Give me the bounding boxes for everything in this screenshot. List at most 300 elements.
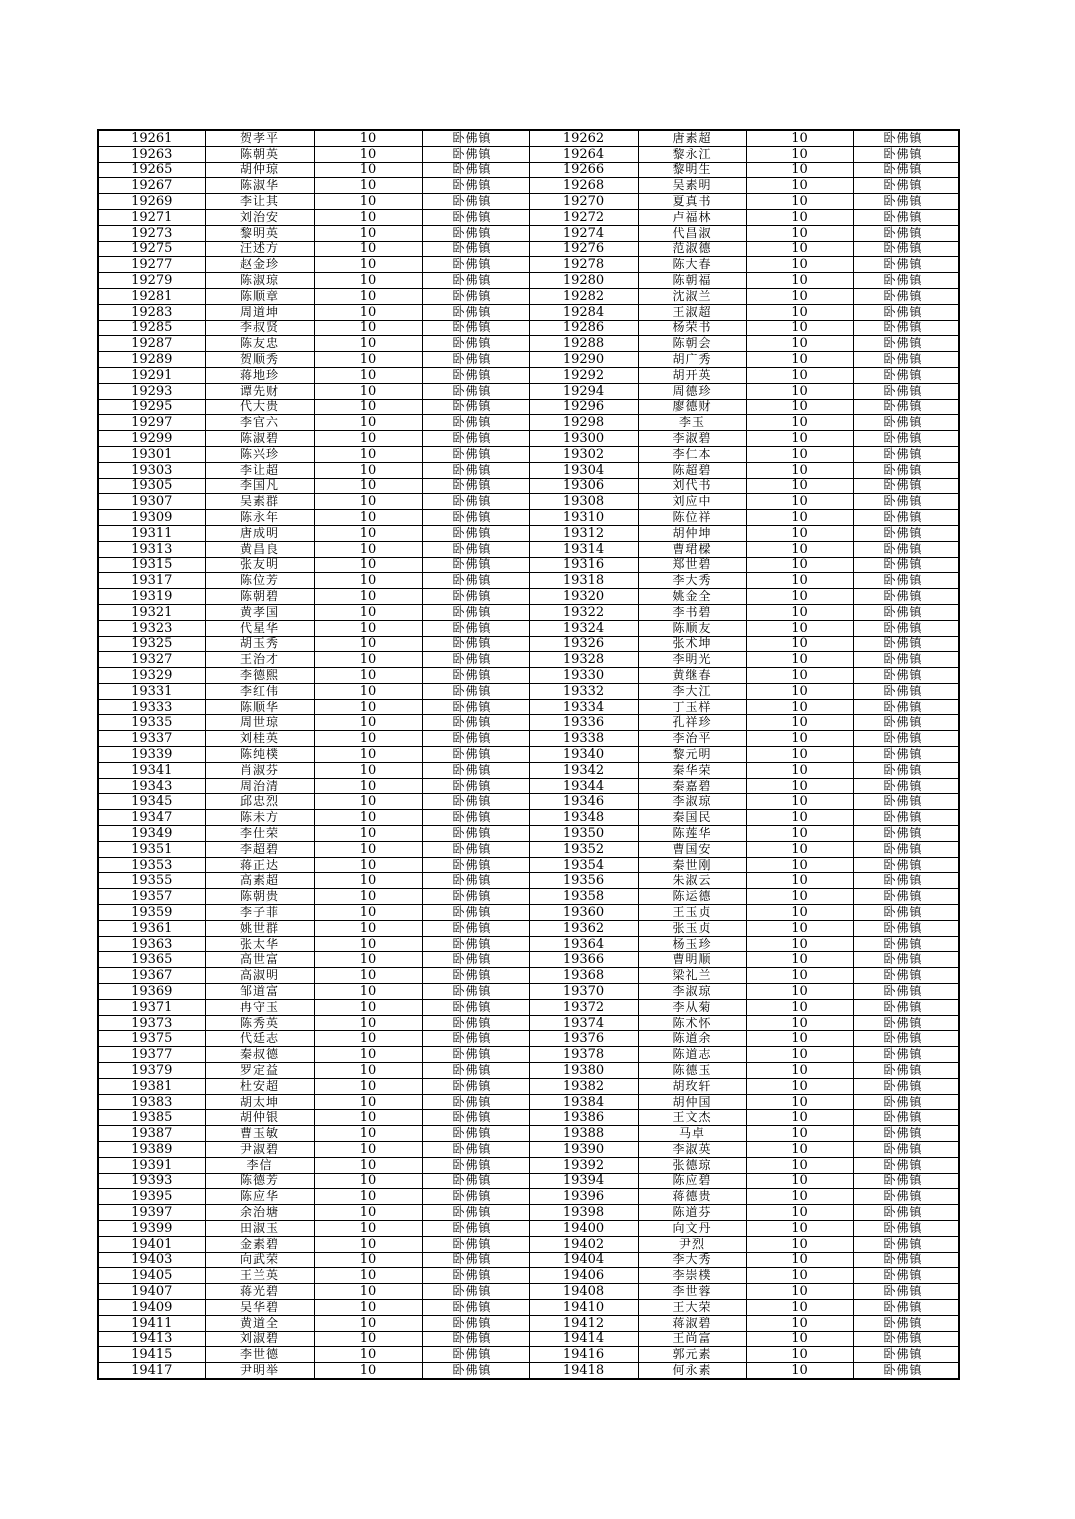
amount-cell: 10 [314,999,422,1015]
name-cell: 罗定益 [205,1063,314,1079]
town-cell: 卧佛镇 [422,747,529,763]
name-cell: 廖德财 [638,399,746,415]
town-cell: 卧佛镇 [853,1268,959,1284]
amount-cell: 10 [746,415,853,431]
record-id-cell: 19398 [529,1205,638,1221]
amount-cell: 10 [746,320,853,336]
record-id-cell: 19362 [529,920,638,936]
town-cell: 卧佛镇 [422,241,529,257]
table-row [98,699,959,715]
record-id-cell: 19307 [98,494,205,510]
table-row [98,1189,959,1205]
table-row [98,1284,959,1300]
town-cell: 卧佛镇 [422,288,529,304]
record-id-cell: 19352 [529,841,638,857]
town-cell: 卧佛镇 [422,446,529,462]
record-id-cell: 19332 [529,683,638,699]
amount-cell: 10 [314,1205,422,1221]
name-cell: 李淑碧 [638,431,746,447]
record-id-cell: 19329 [98,668,205,684]
name-cell: 陈运德 [638,889,746,905]
town-cell: 卧佛镇 [422,1220,529,1236]
record-id-cell: 19330 [529,668,638,684]
record-id-cell: 19359 [98,905,205,921]
table-row [98,984,959,1000]
table-row [98,1126,959,1142]
name-cell: 曹珺樑 [638,541,746,557]
record-id-cell: 19319 [98,589,205,605]
name-cell: 陈莲华 [638,826,746,842]
town-cell: 卧佛镇 [422,1363,529,1379]
name-cell: 张太华 [205,936,314,952]
name-cell: 李明光 [638,652,746,668]
name-cell: 陈永年 [205,510,314,526]
town-cell: 卧佛镇 [853,1063,959,1079]
table-row [98,873,959,889]
table-row [98,194,959,210]
amount-cell: 10 [746,130,853,146]
town-cell: 卧佛镇 [853,905,959,921]
record-id-cell: 19277 [98,257,205,273]
town-cell: 卧佛镇 [853,1299,959,1315]
name-cell: 杨荣书 [638,320,746,336]
town-cell: 卧佛镇 [422,431,529,447]
name-cell: 李让其 [205,194,314,210]
name-cell: 李大秀 [638,573,746,589]
record-id-cell: 19315 [98,557,205,573]
record-id-cell: 19370 [529,984,638,1000]
town-cell: 卧佛镇 [422,257,529,273]
town-cell: 卧佛镇 [853,1205,959,1221]
record-id-cell: 19402 [529,1236,638,1252]
amount-cell: 10 [746,794,853,810]
town-cell: 卧佛镇 [422,225,529,241]
record-id-cell: 19371 [98,999,205,1015]
amount-cell: 10 [746,905,853,921]
town-cell: 卧佛镇 [422,857,529,873]
town-cell: 卧佛镇 [422,1236,529,1252]
town-cell: 卧佛镇 [853,668,959,684]
town-cell: 卧佛镇 [422,399,529,415]
amount-cell: 10 [746,1047,853,1063]
name-cell: 代大贵 [205,399,314,415]
name-cell: 陈淑华 [205,178,314,194]
amount-cell: 10 [314,715,422,731]
amount-cell: 10 [314,620,422,636]
name-cell: 陈朝碧 [205,589,314,605]
amount-cell: 10 [314,589,422,605]
town-cell: 卧佛镇 [422,1078,529,1094]
town-cell: 卧佛镇 [853,1363,959,1379]
record-id-cell: 19325 [98,636,205,652]
record-id-cell: 19350 [529,826,638,842]
town-cell: 卧佛镇 [422,652,529,668]
amount-cell: 10 [746,762,853,778]
name-cell: 黎明英 [205,225,314,241]
amount-cell: 10 [746,936,853,952]
amount-cell: 10 [746,478,853,494]
amount-cell: 10 [314,1331,422,1347]
record-id-cell: 19316 [529,557,638,573]
amount-cell: 10 [746,1142,853,1158]
record-id-cell: 19373 [98,1015,205,1031]
town-cell: 卧佛镇 [422,841,529,857]
town-cell: 卧佛镇 [853,968,959,984]
table-row [98,1315,959,1331]
town-cell: 卧佛镇 [853,525,959,541]
amount-cell: 10 [314,826,422,842]
record-id-cell: 19349 [98,826,205,842]
table-row [98,1252,959,1268]
amount-cell: 10 [746,1189,853,1205]
name-cell: 朱淑云 [638,873,746,889]
town-cell: 卧佛镇 [853,715,959,731]
roster-table-body [98,130,959,1379]
record-id-cell: 19262 [529,130,638,146]
town-cell: 卧佛镇 [422,1094,529,1110]
amount-cell: 10 [314,494,422,510]
town-cell: 卧佛镇 [422,336,529,352]
amount-cell: 10 [746,889,853,905]
table-row [98,668,959,684]
record-id-cell: 19365 [98,952,205,968]
record-id-cell: 19306 [529,478,638,494]
table-row [98,731,959,747]
amount-cell: 10 [314,431,422,447]
amount-cell: 10 [314,1173,422,1189]
record-id-cell: 19271 [98,209,205,225]
amount-cell: 10 [746,1078,853,1094]
record-id-cell: 19264 [529,146,638,162]
amount-cell: 10 [314,1031,422,1047]
amount-cell: 10 [314,905,422,921]
amount-cell: 10 [314,604,422,620]
town-cell: 卧佛镇 [422,668,529,684]
name-cell: 王淑超 [638,304,746,320]
name-cell: 向文丹 [638,1220,746,1236]
amount-cell: 10 [314,273,422,289]
name-cell: 代廷志 [205,1031,314,1047]
town-cell: 卧佛镇 [422,1015,529,1031]
name-cell: 张玉贞 [638,920,746,936]
table-row [98,794,959,810]
name-cell: 陈道余 [638,1031,746,1047]
amount-cell: 10 [746,810,853,826]
town-cell: 卧佛镇 [853,273,959,289]
town-cell: 卧佛镇 [422,1173,529,1189]
record-id-cell: 19300 [529,431,638,447]
town-cell: 卧佛镇 [853,1331,959,1347]
amount-cell: 10 [314,557,422,573]
name-cell: 黄昌良 [205,541,314,557]
record-id-cell: 19363 [98,936,205,952]
table-row [98,1142,959,1158]
record-id-cell: 19414 [529,1331,638,1347]
record-id-cell: 19303 [98,462,205,478]
name-cell: 陈淑琼 [205,273,314,289]
amount-cell: 10 [746,557,853,573]
name-cell: 陈兴珍 [205,446,314,462]
name-cell: 胡开英 [638,367,746,383]
record-id-cell: 19386 [529,1110,638,1126]
town-cell: 卧佛镇 [422,999,529,1015]
table-row [98,683,959,699]
amount-cell: 10 [746,1220,853,1236]
town-cell: 卧佛镇 [422,1142,529,1158]
amount-cell: 10 [314,1189,422,1205]
record-id-cell: 19390 [529,1142,638,1158]
amount-cell: 10 [314,130,422,146]
amount-cell: 10 [746,1063,853,1079]
record-id-cell: 19297 [98,415,205,431]
amount-cell: 10 [314,525,422,541]
record-id-cell: 19338 [529,731,638,747]
record-id-cell: 19410 [529,1299,638,1315]
town-cell: 卧佛镇 [422,968,529,984]
table-row [98,1331,959,1347]
name-cell: 李官六 [205,415,314,431]
amount-cell: 10 [314,1015,422,1031]
town-cell: 卧佛镇 [853,1094,959,1110]
table-row [98,1268,959,1284]
amount-cell: 10 [746,336,853,352]
name-cell: 黄继春 [638,668,746,684]
record-id-cell: 19294 [529,383,638,399]
town-cell: 卧佛镇 [853,620,959,636]
name-cell: 王大荣 [638,1299,746,1315]
table-row [98,478,959,494]
name-cell: 李大江 [638,683,746,699]
record-id-cell: 19367 [98,968,205,984]
amount-cell: 10 [314,984,422,1000]
table-row [98,936,959,952]
record-id-cell: 19261 [98,130,205,146]
amount-cell: 10 [746,352,853,368]
amount-cell: 10 [746,668,853,684]
record-id-cell: 19396 [529,1189,638,1205]
name-cell: 唐素超 [638,130,746,146]
name-cell: 孔祥珍 [638,715,746,731]
town-cell: 卧佛镇 [422,352,529,368]
name-cell: 尹淑碧 [205,1142,314,1158]
amount-cell: 10 [314,762,422,778]
name-cell: 冉守玉 [205,999,314,1015]
name-cell: 黎永江 [638,146,746,162]
name-cell: 李从菊 [638,999,746,1015]
town-cell: 卧佛镇 [853,1110,959,1126]
record-id-cell: 19344 [529,778,638,794]
record-id-cell: 19266 [529,162,638,178]
record-id-cell: 19305 [98,478,205,494]
table-row [98,810,959,826]
amount-cell: 10 [746,604,853,620]
table-row [98,288,959,304]
town-cell: 卧佛镇 [422,1284,529,1300]
name-cell: 陈朝会 [638,336,746,352]
table-row [98,446,959,462]
amount-cell: 10 [314,1142,422,1158]
name-cell: 陈秀英 [205,1015,314,1031]
amount-cell: 10 [746,494,853,510]
town-cell: 卧佛镇 [853,1126,959,1142]
table-row [98,541,959,557]
town-cell: 卧佛镇 [422,494,529,510]
table-row [98,1205,959,1221]
name-cell: 何永素 [638,1363,746,1379]
town-cell: 卧佛镇 [422,209,529,225]
name-cell: 陈应华 [205,1189,314,1205]
amount-cell: 10 [314,652,422,668]
name-cell: 陈应碧 [638,1173,746,1189]
amount-cell: 10 [746,1015,853,1031]
table-row [98,130,959,146]
record-id-cell: 19278 [529,257,638,273]
town-cell: 卧佛镇 [853,194,959,210]
record-id-cell: 19317 [98,573,205,589]
record-id-cell: 19290 [529,352,638,368]
amount-cell: 10 [746,1173,853,1189]
town-cell: 卧佛镇 [422,573,529,589]
record-id-cell: 19273 [98,225,205,241]
town-cell: 卧佛镇 [853,1284,959,1300]
amount-cell: 10 [746,1031,853,1047]
record-id-cell: 19393 [98,1173,205,1189]
amount-cell: 10 [746,367,853,383]
table-row [98,952,959,968]
name-cell: 姚金全 [638,589,746,605]
town-cell: 卧佛镇 [422,715,529,731]
record-id-cell: 19339 [98,747,205,763]
record-id-cell: 19301 [98,446,205,462]
town-cell: 卧佛镇 [853,1315,959,1331]
town-cell: 卧佛镇 [422,1189,529,1205]
amount-cell: 10 [314,209,422,225]
town-cell: 卧佛镇 [853,762,959,778]
record-id-cell: 19280 [529,273,638,289]
town-cell: 卧佛镇 [853,462,959,478]
table-row [98,1110,959,1126]
table-row [98,494,959,510]
town-cell: 卧佛镇 [853,857,959,873]
amount-cell: 10 [746,699,853,715]
town-cell: 卧佛镇 [853,1142,959,1158]
table-row [98,857,959,873]
town-cell: 卧佛镇 [853,431,959,447]
amount-cell: 10 [746,636,853,652]
record-id-cell: 19347 [98,810,205,826]
amount-cell: 10 [314,225,422,241]
name-cell: 秦华荣 [638,762,746,778]
amount-cell: 10 [314,920,422,936]
table-row [98,747,959,763]
amount-cell: 10 [314,336,422,352]
name-cell: 陈位祥 [638,510,746,526]
record-id-cell: 19298 [529,415,638,431]
amount-cell: 10 [314,478,422,494]
name-cell: 邱忠烈 [205,794,314,810]
amount-cell: 10 [314,1126,422,1142]
amount-cell: 10 [314,241,422,257]
record-id-cell: 19275 [98,241,205,257]
name-cell: 姚世群 [205,920,314,936]
record-id-cell: 19383 [98,1094,205,1110]
name-cell: 王文杰 [638,1110,746,1126]
record-id-cell: 19394 [529,1173,638,1189]
name-cell: 李叔贤 [205,320,314,336]
table-row [98,905,959,921]
town-cell: 卧佛镇 [853,936,959,952]
amount-cell: 10 [746,652,853,668]
amount-cell: 10 [314,747,422,763]
amount-cell: 10 [746,1126,853,1142]
name-cell: 李书碧 [638,604,746,620]
name-cell: 李淑琼 [638,984,746,1000]
town-cell: 卧佛镇 [422,778,529,794]
name-cell: 李玉 [638,415,746,431]
record-id-cell: 19360 [529,905,638,921]
amount-cell: 10 [746,1205,853,1221]
town-cell: 卧佛镇 [853,446,959,462]
town-cell: 卧佛镇 [853,209,959,225]
amount-cell: 10 [314,178,422,194]
town-cell: 卧佛镇 [853,841,959,857]
table-row [98,1031,959,1047]
name-cell: 周世琼 [205,715,314,731]
record-id-cell: 19283 [98,304,205,320]
town-cell: 卧佛镇 [853,399,959,415]
name-cell: 金素碧 [205,1236,314,1252]
amount-cell: 10 [746,620,853,636]
town-cell: 卧佛镇 [422,478,529,494]
record-id-cell: 19357 [98,889,205,905]
record-id-cell: 19346 [529,794,638,810]
record-id-cell: 19408 [529,1284,638,1300]
table-row [98,1347,959,1363]
record-id-cell: 19378 [529,1047,638,1063]
table-row [98,1299,959,1315]
record-id-cell: 19388 [529,1126,638,1142]
name-cell: 刘治安 [205,209,314,225]
amount-cell: 10 [746,1268,853,1284]
town-cell: 卧佛镇 [853,747,959,763]
town-cell: 卧佛镇 [853,288,959,304]
amount-cell: 10 [314,794,422,810]
name-cell: 黄道全 [205,1315,314,1331]
record-id-cell: 19333 [98,699,205,715]
record-id-cell: 19411 [98,1315,205,1331]
name-cell: 李大秀 [638,1252,746,1268]
amount-cell: 10 [746,1299,853,1315]
name-cell: 李世德 [205,1347,314,1363]
table-row [98,415,959,431]
amount-cell: 10 [746,541,853,557]
name-cell: 秦世刚 [638,857,746,873]
record-id-cell: 19415 [98,1347,205,1363]
record-id-cell: 19348 [529,810,638,826]
amount-cell: 10 [314,462,422,478]
town-cell: 卧佛镇 [422,1110,529,1126]
table-row [98,604,959,620]
record-id-cell: 19404 [529,1252,638,1268]
record-id-cell: 19314 [529,541,638,557]
town-cell: 卧佛镇 [422,731,529,747]
record-id-cell: 19407 [98,1284,205,1300]
name-cell: 王治才 [205,652,314,668]
amount-cell: 10 [314,1315,422,1331]
record-id-cell: 19354 [529,857,638,873]
town-cell: 卧佛镇 [853,652,959,668]
amount-cell: 10 [746,225,853,241]
